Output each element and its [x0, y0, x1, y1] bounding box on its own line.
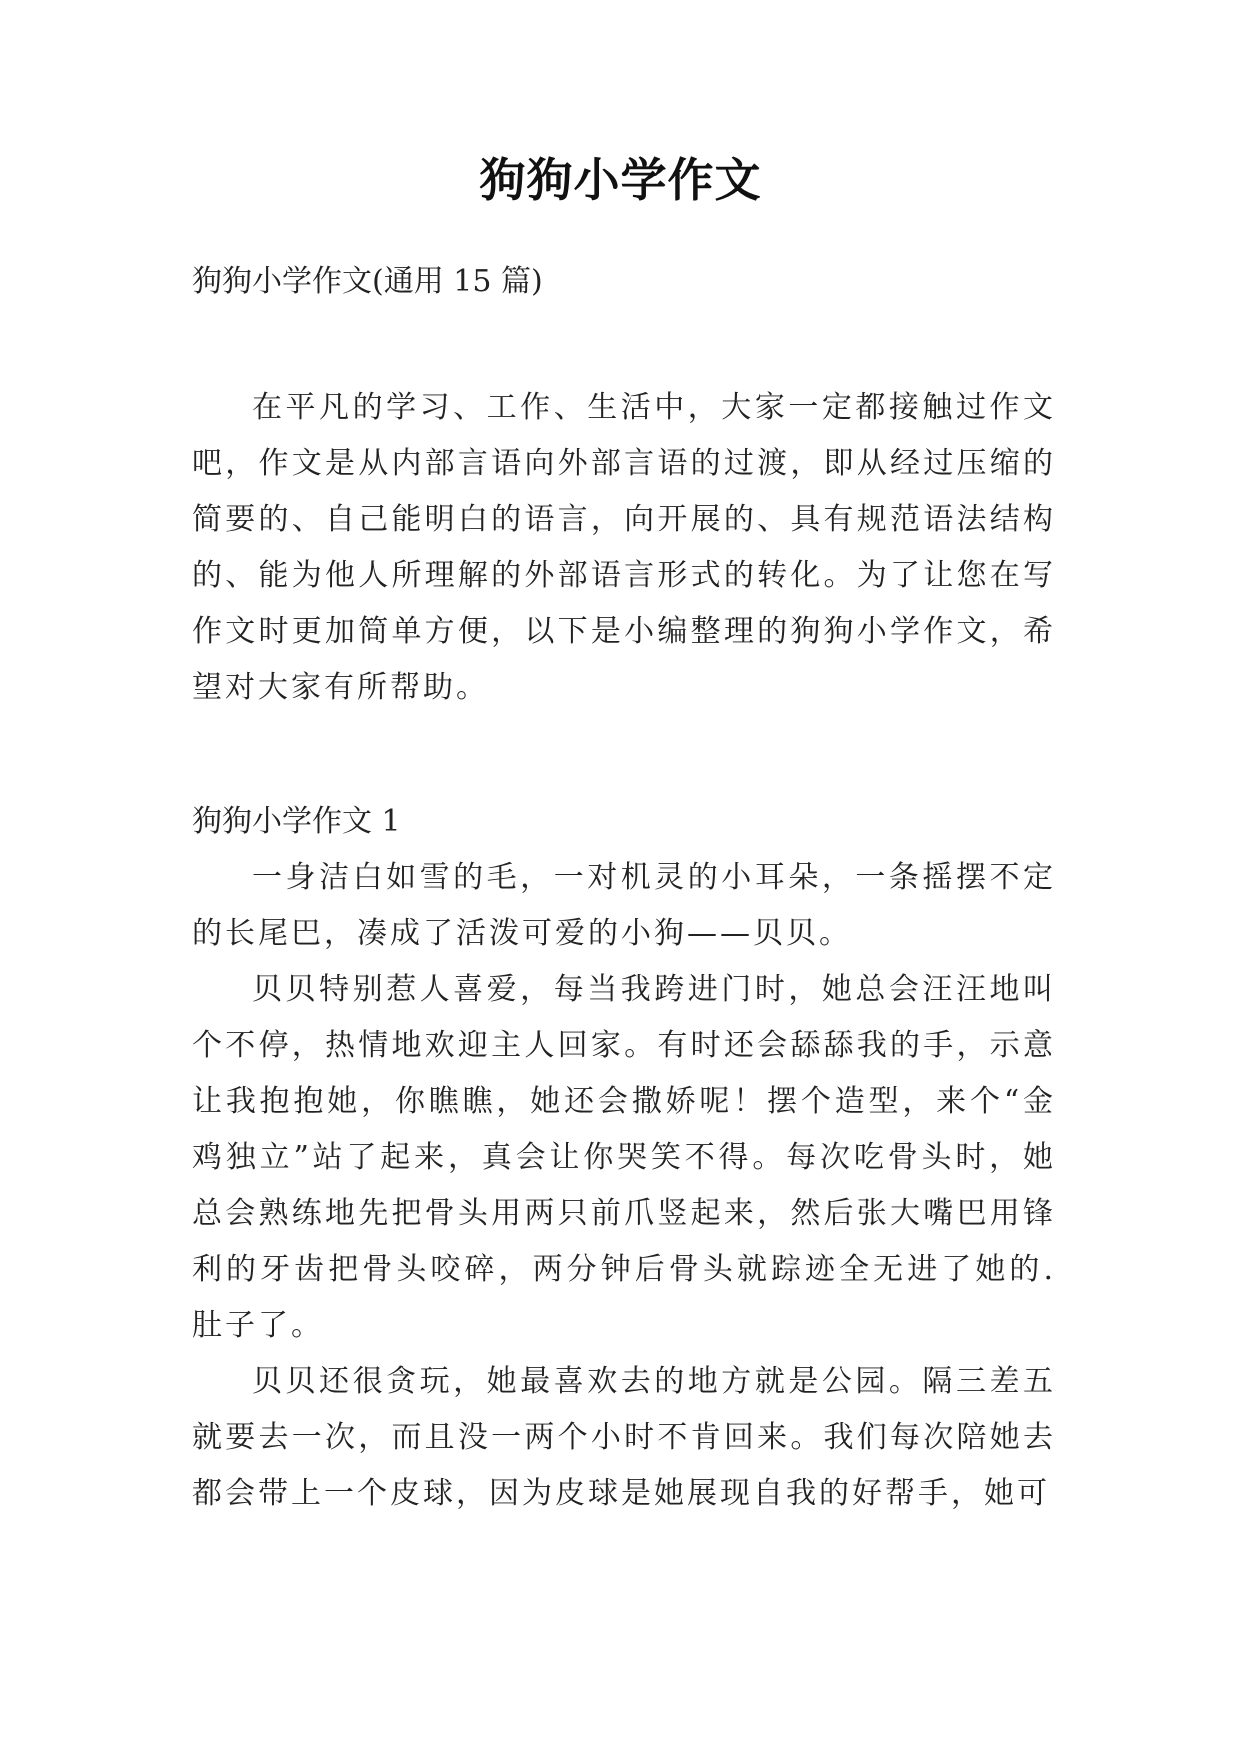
essay-paragraph: 贝贝还很贪玩，她最喜欢去的地方就是公园。隔三差五就要去一次，而且没一两个小时不肯回来。我们每次陪她去都会带上一个皮球，因为皮球是她展现自我的好帮手，她可 — [192, 1364, 1056, 1511]
intro-paragraph: 在平凡的学习、工作、生活中，大家一定都接触过作文吧，作文是从内部言语向外部言语的过渡，即从经过压缩的简要的、自己能明白的语言，向开展的、具有规范语法结构的、能为他人所理解的外部语言形式的转化。为了让您在写作文时更加简单方便，以下是小编整理的狗狗小学作文，希望对大家有所帮助。 — [192, 390, 1056, 705]
essay-section — [192, 794, 1056, 1522]
essay-paragraph: 一身洁白如雪的毛，一对机灵的小耳朵，一条摇摆不定的长尾巴，凑成了活泼可爱的小狗——贝贝。 — [192, 860, 1056, 951]
section-heading: 狗狗小学作文 1 — [192, 804, 401, 839]
document-body — [192, 262, 1056, 1522]
document-title: 狗狗小学作文 — [479, 153, 762, 207]
document-subtitle: 狗狗小学作文(通用 15 篇) — [192, 264, 543, 299]
essay-paragraph: 贝贝特别惹人喜爱，每当我跨进门时，她总会汪汪地叫个不停，热情地欢迎主人回家。有时还会舔舔我的手，示意让我抱抱她，你瞧瞧，她还会撒娇呢！摆个造型，来个“金鸡独立”站了起来，真会让你哭笑不得。每次吃骨头时，她总会熟练地先把骨头用两只前爪竖起来，然后张大嘴巴用锋利的牙齿把骨头咬碎，两分钟后骨头就踪迹全无进了她的.肚子了。 — [192, 972, 1056, 1343]
